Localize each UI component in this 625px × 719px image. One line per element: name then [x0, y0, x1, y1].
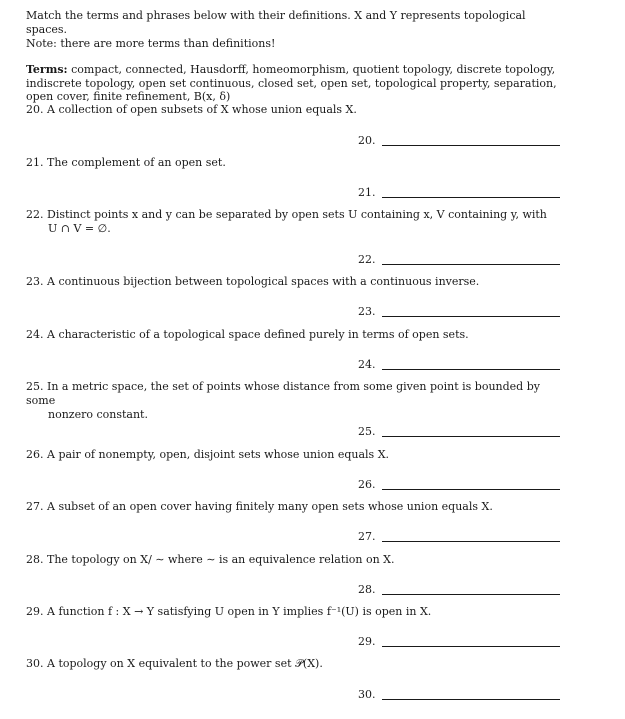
question-22 — [26, 208, 566, 236]
question-text: The complement of an open set. — [47, 156, 226, 169]
answer-line[interactable] — [382, 646, 560, 647]
question-text: A subset of an open cover having finitely many open sets whose union equals X. — [47, 500, 493, 513]
question-text: A function f : X → Y satisfying U open in Y implies f⁻¹(U) is open in X. — [47, 605, 432, 618]
answer-line[interactable] — [382, 489, 560, 490]
question-29 — [26, 605, 566, 619]
question-number: 23. — [26, 275, 44, 288]
answer-blank-24[interactable] — [358, 358, 560, 372]
answer-line[interactable] — [382, 541, 560, 542]
question-text: A characteristic of a topological space defined purely in terms of open sets. — [47, 328, 469, 341]
answer-blank-27[interactable] — [358, 530, 560, 544]
question-number: 27. — [26, 500, 44, 513]
answer-number: 30. — [358, 688, 376, 701]
answer-number: 26. — [358, 478, 376, 491]
answer-line[interactable] — [382, 436, 560, 437]
question-text: The topology on X/ ∼ where ∼ is an equivalence relation on X. — [47, 553, 395, 566]
answer-line[interactable] — [382, 264, 560, 265]
question-27 — [26, 500, 566, 514]
terms-values: compact, connected, Hausdorff, homeomorphism, quotient topology, discrete topology, indiscrete topology, open set continuous, closed set, open set, topological property, separation, open cover, finite refinement, B(x, δ) — [26, 63, 557, 103]
answer-line[interactable] — [382, 699, 560, 700]
question-text: In a metric space, the set of points whose distance from some given point is bounded by some — [26, 380, 540, 407]
question-number: 20. — [26, 103, 44, 116]
answer-number: 28. — [358, 583, 376, 596]
terms-list — [26, 63, 561, 104]
question-21 — [26, 156, 566, 170]
answer-number: 22. — [358, 253, 376, 266]
answer-blank-21[interactable] — [358, 186, 560, 200]
question-number: 21. — [26, 156, 44, 169]
question-number: 22. — [26, 208, 44, 221]
answer-line[interactable] — [382, 594, 560, 595]
question-text: A continuous bijection between topological spaces with a continuous inverse. — [47, 275, 480, 288]
answer-blank-23[interactable] — [358, 305, 560, 319]
question-text-continued: nonzero constant. — [48, 408, 148, 421]
instructions — [26, 9, 561, 51]
question-number: 26. — [26, 448, 44, 461]
question-20 — [26, 103, 566, 117]
answer-blank-28[interactable] — [358, 583, 560, 597]
question-28 — [26, 553, 566, 567]
question-23 — [26, 275, 566, 289]
answer-number: 29. — [358, 635, 376, 648]
answer-line[interactable] — [382, 145, 560, 146]
worksheet-header — [26, 9, 561, 104]
question-text: A collection of open subsets of X whose union equals X. — [47, 103, 357, 116]
question-number: 25. — [26, 380, 44, 393]
answer-blank-22[interactable] — [358, 253, 560, 267]
question-text: A pair of nonempty, open, disjoint sets whose union equals X. — [47, 448, 390, 461]
answer-number: 23. — [358, 305, 376, 318]
answer-number: 25. — [358, 425, 376, 438]
answer-line[interactable] — [382, 316, 560, 317]
question-24 — [26, 328, 566, 342]
answer-blank-30[interactable] — [358, 688, 560, 702]
question-number: 30. — [26, 657, 44, 670]
answer-blank-29[interactable] — [358, 635, 560, 649]
question-text-continued: U ∩ V = ∅. — [48, 222, 111, 235]
answer-blank-20[interactable] — [358, 134, 560, 148]
question-number: 28. — [26, 553, 44, 566]
question-26 — [26, 448, 566, 462]
question-text: A topology on X equivalent to the power set 𝒫(X). — [47, 657, 323, 670]
question-30 — [26, 657, 566, 671]
question-number: 29. — [26, 605, 44, 618]
answer-line[interactable] — [382, 369, 560, 370]
question-25 — [26, 380, 566, 422]
question-text: Distinct points x and y can be separated by open sets U containing x, V containing y, with — [47, 208, 547, 221]
question-number: 24. — [26, 328, 44, 341]
answer-number: 24. — [358, 358, 376, 371]
answer-number: 21. — [358, 186, 376, 199]
instructions-line-1: Match the terms and phrases below with their definitions. X and Y represents topological spaces. — [26, 9, 526, 36]
answer-number: 27. — [358, 530, 376, 543]
terms-label: Terms: — [26, 63, 68, 76]
answer-line[interactable] — [382, 197, 560, 198]
answer-number: 20. — [358, 134, 376, 147]
instructions-line-2: Note: there are more terms than definitions! — [26, 37, 276, 50]
answer-blank-26[interactable] — [358, 478, 560, 492]
answer-blank-25[interactable] — [358, 425, 560, 439]
